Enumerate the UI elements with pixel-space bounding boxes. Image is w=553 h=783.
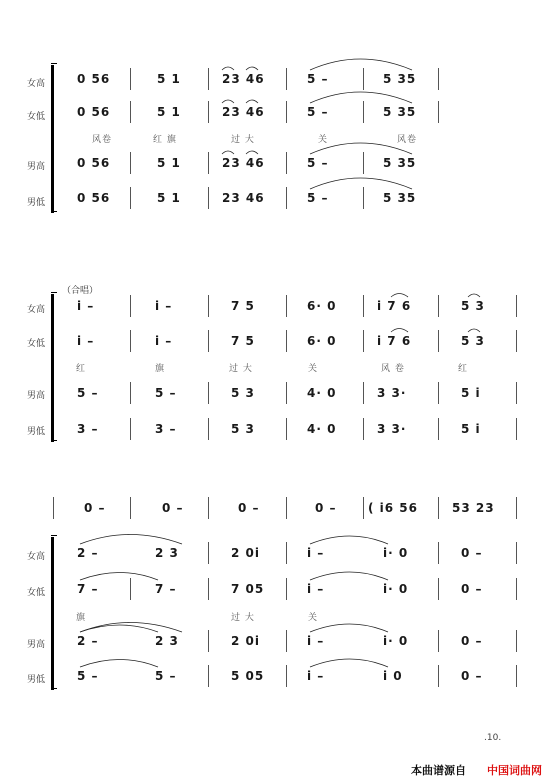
- measure: i –: [307, 546, 325, 560]
- page-number: .10.: [484, 733, 502, 743]
- lyric: 过 大: [229, 364, 253, 374]
- part-label: 女低: [27, 339, 46, 349]
- measure: 0 56: [77, 156, 111, 170]
- part-label: 女高: [27, 552, 46, 562]
- lyric: 旗: [76, 613, 87, 623]
- measure: 7 –: [155, 582, 177, 596]
- measure: ( i6 56: [368, 501, 419, 515]
- measure: 5 i: [461, 386, 481, 400]
- measure: 0 –: [162, 501, 184, 515]
- measure: 5 –: [155, 669, 177, 683]
- measure: 5 35: [383, 105, 417, 119]
- part-label: 男高: [27, 640, 46, 650]
- measure: 3 –: [155, 422, 177, 436]
- measure: 5 –: [307, 105, 329, 119]
- part-label: 男高: [27, 391, 46, 401]
- measure: 0 –: [461, 546, 483, 560]
- lyric: 风卷: [92, 135, 113, 145]
- measure: 2 0i: [231, 546, 260, 560]
- part-label: 女高: [27, 305, 46, 315]
- measure: 3 3·: [377, 386, 407, 400]
- measure: 5 –: [307, 191, 329, 205]
- measure: 0 –: [315, 501, 337, 515]
- measure: i –: [155, 334, 173, 348]
- measure: 5 35: [383, 191, 417, 205]
- lyric: 红 旗: [153, 135, 177, 145]
- lyric: 旗: [155, 364, 166, 374]
- measure: 5 –: [155, 386, 177, 400]
- measure: i 0: [383, 669, 403, 683]
- lyric: 关: [318, 135, 329, 145]
- measure: 5 1: [157, 72, 181, 86]
- measure: 7 5: [231, 299, 255, 313]
- measure: 0 56: [77, 105, 111, 119]
- measure: 5 35: [383, 156, 417, 170]
- measure: 5 3: [461, 334, 485, 348]
- measure: 2 –: [77, 546, 99, 560]
- measure: i· 0: [383, 634, 409, 648]
- measure: 23 46: [222, 191, 265, 205]
- measure: i 7 6: [377, 334, 412, 348]
- part-label: 男低: [27, 198, 46, 208]
- measure: 4· 0: [307, 386, 337, 400]
- lyric: 过 大: [231, 135, 255, 145]
- measure: 0 –: [238, 501, 260, 515]
- measure: 5 3: [461, 299, 485, 313]
- measure: 2 –: [77, 634, 99, 648]
- measure: 7 –: [77, 582, 99, 596]
- measure: i 7 6: [377, 299, 412, 313]
- measure: 5 –: [77, 669, 99, 683]
- measure: i –: [77, 299, 95, 313]
- lyric: 风卷: [397, 135, 418, 145]
- measure: 3 3·: [377, 422, 407, 436]
- measure: 5 3: [231, 422, 255, 436]
- measure: 23 46: [222, 72, 265, 86]
- part-label: 男低: [27, 675, 46, 685]
- measure: 2 3: [155, 546, 179, 560]
- part-label: 女低: [27, 112, 46, 122]
- measure: 5 –: [77, 386, 99, 400]
- measure: 53 23: [452, 501, 495, 515]
- part-label: 女低: [27, 588, 46, 598]
- measure: 7 5: [231, 334, 255, 348]
- measure: 2 0i: [231, 634, 260, 648]
- lyric: 红: [458, 364, 469, 374]
- measure: 3 –: [77, 422, 99, 436]
- measure: 0 –: [461, 669, 483, 683]
- measure: i –: [77, 334, 95, 348]
- measure: 0 56: [77, 191, 111, 205]
- measure: 5 –: [307, 72, 329, 86]
- measure: i· 0: [383, 546, 409, 560]
- measure: 6· 0: [307, 334, 337, 348]
- lyric: 关: [308, 613, 319, 623]
- lyric: 过 大: [231, 613, 255, 623]
- measure: 6· 0: [307, 299, 337, 313]
- part-label: 男高: [27, 162, 46, 172]
- measure: i –: [155, 299, 173, 313]
- footer-site-link[interactable]: 中国词曲网: [487, 764, 542, 777]
- lyric: 关: [308, 364, 319, 374]
- chorus-annotation: （合唱）: [62, 286, 99, 296]
- measure: 0 –: [461, 634, 483, 648]
- measure: 5 1: [157, 105, 181, 119]
- measure: 5 i: [461, 422, 481, 436]
- footer-source-text: 本曲谱源自: [411, 764, 466, 777]
- measure: i· 0: [383, 582, 409, 596]
- measure: 23 46: [222, 105, 265, 119]
- measure: 0 56: [77, 72, 111, 86]
- part-label: 男低: [27, 427, 46, 437]
- part-label: 女高: [27, 79, 46, 89]
- measure: 0 –: [461, 582, 483, 596]
- measure: 5 3: [231, 386, 255, 400]
- measure: 0 –: [84, 501, 106, 515]
- lyric: 红: [76, 364, 87, 374]
- lyric: 风 卷: [381, 364, 405, 374]
- measure: 5 35: [383, 72, 417, 86]
- measure: 5 05: [231, 669, 265, 683]
- measure: 23 46: [222, 156, 265, 170]
- measure: 7 05: [231, 582, 265, 596]
- measure: 5 –: [307, 156, 329, 170]
- measure: i –: [307, 582, 325, 596]
- measure: i –: [307, 669, 325, 683]
- measure: 4· 0: [307, 422, 337, 436]
- measure: 5 1: [157, 191, 181, 205]
- measure: i –: [307, 634, 325, 648]
- measure: 2 3: [155, 634, 179, 648]
- measure: 5 1: [157, 156, 181, 170]
